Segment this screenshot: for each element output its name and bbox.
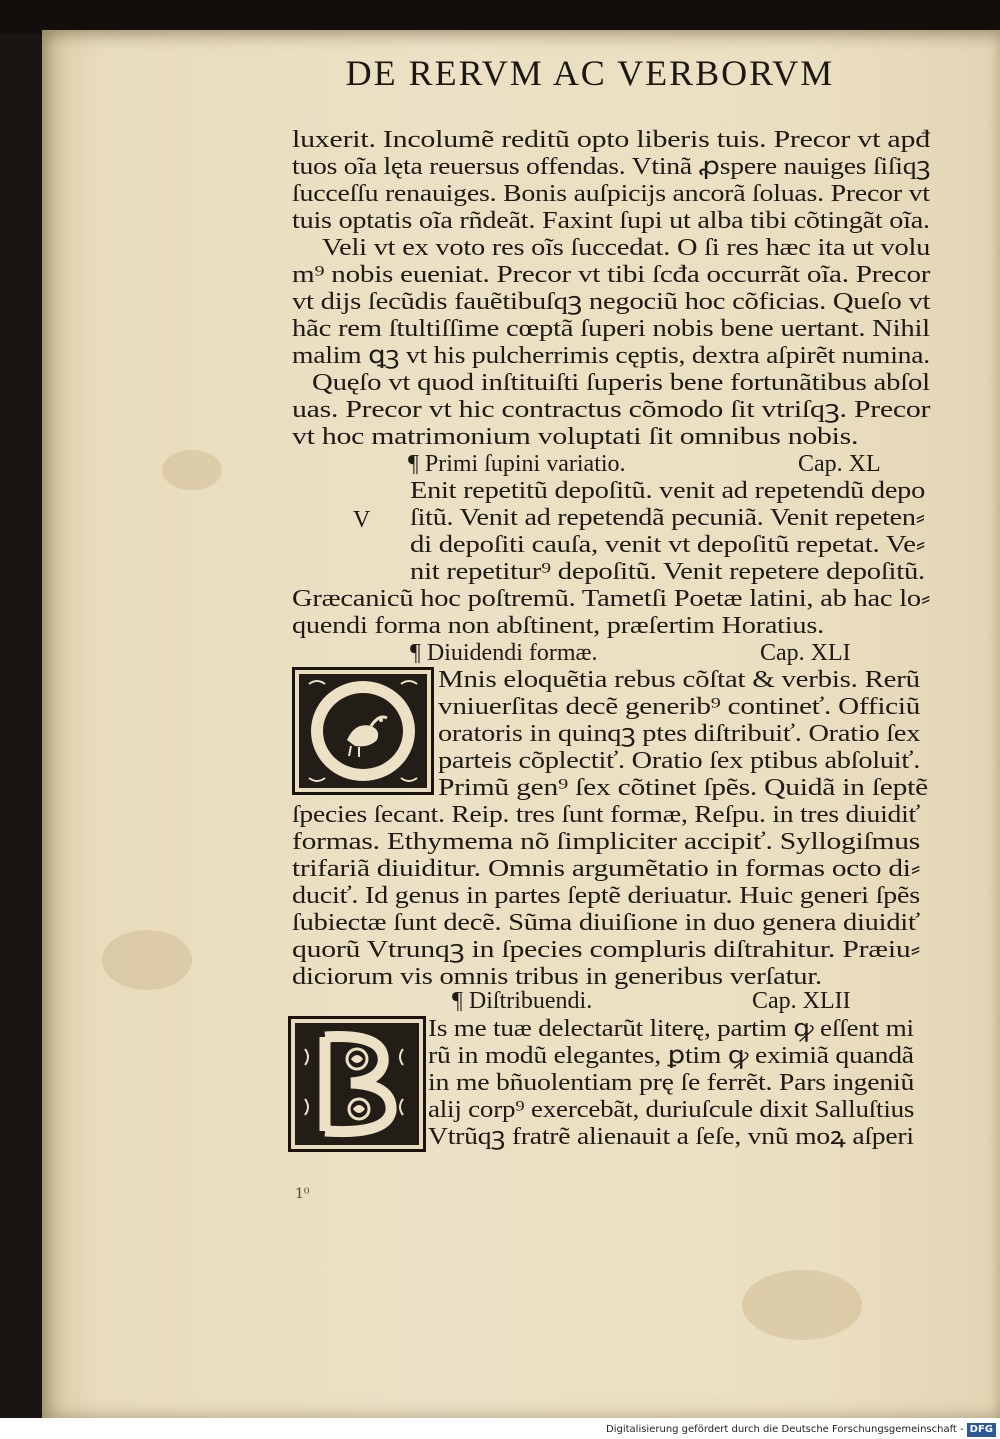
chapter-title: ¶ Diſtribuendi. (452, 988, 593, 1014)
text-line: ſucceſſu renauiges. Bonis auſpicijs ancorã ſoluas. Precor vt (292, 181, 930, 207)
text-line: vniuerſitas decẽ generib⁹ contineť. Officiũ (438, 694, 921, 720)
text-line: ſpecies ſecant. Reip. tres ſunt formæ, Reſpu. in tres diuidiť (292, 802, 921, 828)
text-line: hãc rem ſtultiſſime cœptã ſuperi nobis bene uertant. Nihil (292, 316, 930, 342)
text-line: oratoris in quinqꝫ ptes diſtribuiť. Oratio ſex (438, 721, 921, 747)
chapter-title: ¶ Primi ſupini variatio. (408, 451, 626, 477)
text-line: di depoſiti cauſa, venit vt depoſitũ repetat. Ve⸗ (410, 532, 926, 558)
paper-stain (102, 930, 192, 990)
initial-placeholder-letter: V (353, 507, 371, 533)
digitization-credit (590, 1421, 1000, 1439)
running-head: DE RERVM AC VERBORVM (345, 53, 835, 93)
dfg-logo-icon: DFG (967, 1423, 996, 1437)
text-line: duciť. Id genus in partes ſeptẽ deriuatur. Huic generi ſpẽs (292, 883, 921, 909)
text-line: Enit repetitũ depoſitũ. venit ad repetendũ depo (410, 478, 926, 504)
text-line: Mnis eloquẽtia rebus cõſtat & verbis. Rerũ (438, 667, 920, 693)
chapter-number: Cap. XL (798, 451, 881, 477)
chapter-heading-41 (410, 640, 851, 667)
text-line: diciorum vis omnis tribus in generibus verſatur. (292, 964, 822, 990)
text-line: trifariã diuiditur. Omnis argumẽtatio in formas octo di⸗ (292, 856, 921, 882)
text-line: ſitũ. Venit ad repetendã pecuniã. Venit repeten⸗ (410, 505, 925, 531)
text-line: vt hoc matrimonium voluptati ſit omnibus nobis. (292, 424, 859, 450)
text-line: m⁹ nobis eueniat. Precor vt tibi ſcđa occurrãt oĩa. Precor (292, 262, 931, 288)
chapter-heading-42 (452, 988, 851, 1015)
text-line: tuis optatis oĩa rñdeãt. Faxint ſupi ut alba tibi cõtingãt oĩa. (292, 208, 930, 234)
text-line: vt dijs ſecũdis fauẽtibuſqꝫ negociũ hoc cõficias. Queſo vt (292, 289, 931, 315)
chapter-number: Cap. XLII (752, 988, 851, 1014)
foliage-icon (291, 1019, 423, 1149)
pelican-icon (295, 670, 431, 792)
paper-stain (742, 1270, 862, 1340)
text-line: Primũ gen⁹ ſex cõtinet ſpẽs. Quidã in ſeptẽ (438, 775, 928, 801)
scan-border (0, 0, 1000, 34)
text-line: tuos oĩa lęta reuersus offendas. Vtinã ꝓspere nauiges ſiſiqꝫ (292, 154, 931, 180)
text-line: in me bñuolentiam prę ſe ferrẽt. Pars ingeniũ (428, 1070, 915, 1096)
credit-text: Digitalisierung gefördert durch die Deutsche Forschungsgemeinschaft - (606, 1424, 964, 1435)
paper-stain (162, 450, 222, 490)
text-line: quorũ Vtrunqꝫ in ſpecies compluris diſtrahitur. Præiu⸗ (292, 937, 921, 963)
text-line: rũ in modũ elegantes, ꝑtim ꝙ eximiã quandã (428, 1043, 914, 1069)
chapter-number: Cap. XLI (760, 640, 851, 666)
chapter-heading-40 (408, 451, 881, 478)
chapter-title: ¶ Diuidendi formæ. (410, 640, 598, 666)
ornamental-initial-o-icon (292, 667, 434, 795)
text-line: quendi forma non abſtinent, præſertim Horatius. (292, 613, 824, 639)
text-line: Græcanicũ hoc poſtremũ. Tametſi Poetæ latini, ab hac lo⸗ (292, 586, 931, 612)
text-line: Is me tuæ delectarũt literę, partim ꝙ eſſent mi (428, 1016, 914, 1042)
text-line: formas. Ethymema nõ ſimpliciter accipiť. Syllogiſmus (292, 829, 921, 855)
page-mark: 1⁰ (295, 1186, 310, 1202)
text-line: Quęſo vt quod inſtituiſti ſuperis bene fortunãtibus abſol (312, 370, 930, 396)
text-line: nit repetitur⁹ depoſitũ. Venit repetere depoſitũ. (410, 559, 925, 585)
text-line: Veli vt ex voto res oĩs ſuccedat. O ſi res hæc ita ut volu (322, 235, 931, 261)
text-line: luxerit. Incolumẽ reditũ opto liberis tuis. Precor vt apđ (292, 127, 930, 153)
text-line: malim ꝗꝫ vt his pulcherrimis cęptis, dextra aſpirẽt numina. (292, 343, 930, 369)
ornamental-initial-b-icon (288, 1016, 426, 1152)
text-line: uas. Precor vt hic contractus cõmodo ſit vtriſqꝫ. Precor (292, 397, 931, 423)
text-line: parteis cõplectiť. Oratio ſex ptibus abſoluiť. (438, 748, 921, 774)
text-line: ſubiectæ ſunt decẽ. Sũma diuiſione in duo genera diuidiť (292, 910, 920, 936)
text-line: Vtrũqꝫ fratrẽ alienauit a ſeſe, vnũ moꝝ aſperi (428, 1124, 914, 1150)
text-line: alij corp⁹ exercebãt, duriuſcule dixit Salluſtius (428, 1097, 915, 1123)
